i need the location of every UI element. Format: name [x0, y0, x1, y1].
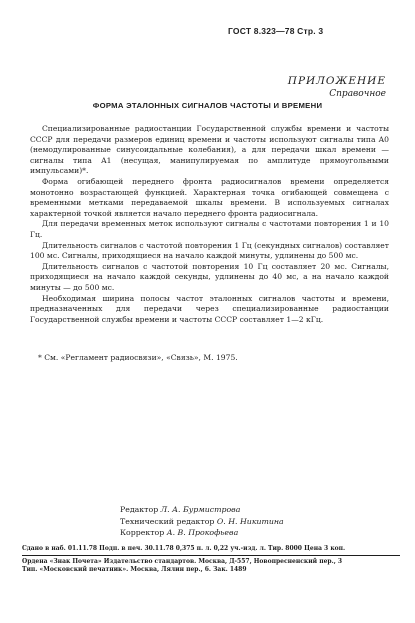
footnote [30, 353, 389, 364]
editor-line [120, 527, 284, 539]
paragraph: Форма огибающей переднего фронта радиосигналов времени определяется монотонно возрастающей функцией. Характерная точка огибающей совмещена с временными метками передаваемой шкалы времени. В используемых сигналах характерной точкой является начало переднего фронта радиосигнала. [30, 176, 389, 218]
appendix-label-block [288, 75, 386, 99]
document-title: ФОРМА ЭТАЛОННЫХ СИГНАЛОВ ЧАСТОТЫ И ВРЕМЕНИ [92, 101, 323, 110]
editor-name: А. В. Прокофьева [166, 528, 239, 538]
editor-name: Л. А. Бурмистрова [160, 505, 241, 514]
page-header: ГОСТ 8.323—78 Стр. 3 [228, 26, 324, 36]
footnote-text: * См. «Регламент радиосвязи», «Связь», М. 1975. [38, 353, 238, 362]
appendix-label: ПРИЛОЖЕНИЕ [287, 75, 386, 87]
paragraph: Длительность сигналов с частотой повторения 1 Гц (секундных сигналов) составляет 100 мс. Сигналы, приходящиеся на начало каждой минуты, удлинены до 500 мс. [30, 240, 389, 261]
appendix-type: Справочное [329, 89, 386, 99]
paragraph: Специализированные радиостанции Государственной службы времени и частоты СССР для передачи размеров единиц времени и частоты используют сигналы типа A0 (немодулированные синусоидальные колебания), а для передачи шкал времени — сигналы типа A1 (несущая, манипулируемая по амплитуде прямоугольными импульсами)*. [30, 124, 389, 176]
editor-line [120, 516, 284, 528]
editor-role: Редактор [120, 505, 159, 514]
editors-block [120, 504, 284, 539]
imprint [22, 545, 400, 575]
editor-role: Технический редактор [120, 516, 215, 526]
paragraph: Длительность сигналов с частотой повторения 10 Гц составляет 20 мс. Сигналы, приходящиеся на начало каждой секунды, удлинены до 40 мс, а на начало каждой минуты — до 500 мс. [30, 261, 389, 292]
printer-info: Тип. «Московский печатник». Москва, Лялин пер., 6. Зак. 1489 [22, 566, 247, 574]
editor-name: О. Н. Никитина [216, 516, 284, 526]
paragraph: Для передачи временных меток используют сигналы с частотами повторения 1 и 10 Гц. [30, 219, 389, 239]
body-text [30, 124, 389, 325]
paragraph: Необходимая ширина полосы частот эталонных сигналов частоты и времени, предназначенных для передачи через специализированные радиостанции Государственной службы времени и частоты СССР составляет 1—2 кГц. [30, 293, 389, 324]
editor-role: Корректор [120, 528, 165, 538]
publisher-info: Ордена «Знак Почета» Издательство стандартов. Москва, Д-557, Новопресненский пер., 3 [22, 557, 343, 565]
editor-line [120, 504, 284, 516]
print-info: Сдано в наб. 01.11.78 Подп. в печ. 30.11.78 0,375 п. л. 0,22 уч.-изд. л. Тир. 8000 Цена 3 коп. [22, 545, 400, 556]
